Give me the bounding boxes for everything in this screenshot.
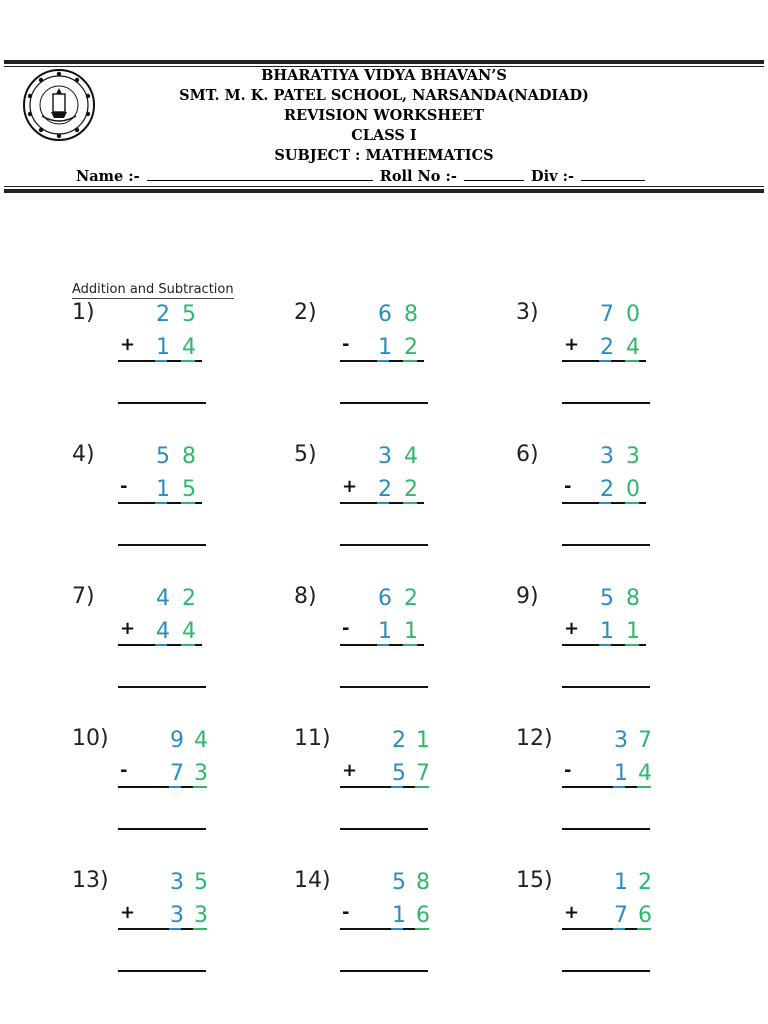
bottom-tens-digit: 5 — [392, 761, 406, 786]
top-tens-digit: 3 — [600, 444, 614, 469]
operator-sign: + — [342, 760, 358, 781]
ones-underline — [403, 644, 417, 646]
bottom-tens-digit: 1 — [156, 477, 170, 502]
section-title: Addition and Subtraction — [72, 282, 234, 297]
bottom-tens-digit: 1 — [156, 335, 170, 360]
div-label: Div :- — [531, 168, 574, 185]
sum-line — [340, 928, 424, 930]
operator-sign: - — [120, 476, 128, 497]
bottom-tens-digit: 1 — [600, 619, 614, 644]
ones-underline — [637, 928, 651, 930]
sum-line — [562, 928, 646, 930]
answer-line[interactable] — [340, 686, 428, 688]
ones-underline — [415, 928, 429, 930]
ones-underline — [403, 360, 417, 362]
problem-8 — [294, 584, 494, 704]
top-tens-digit: 9 — [170, 728, 184, 753]
answer-line[interactable] — [118, 828, 206, 830]
problem-13 — [72, 868, 272, 988]
operator-sign: - — [342, 618, 350, 639]
tens-underline — [169, 928, 181, 930]
problem-number: 14) — [294, 868, 331, 893]
tens-underline — [155, 502, 167, 504]
bottom-ones-digit: 1 — [626, 619, 640, 644]
bottom-ones-digit: 0 — [626, 477, 640, 502]
bottom-tens-digit: 1 — [378, 335, 392, 360]
problem-number: 11) — [294, 726, 331, 751]
tens-underline — [599, 644, 611, 646]
tens-underline — [391, 786, 403, 788]
top-tens-digit: 2 — [392, 728, 406, 753]
bottom-tens-digit: 4 — [156, 619, 170, 644]
problem-6 — [516, 442, 716, 562]
answer-line[interactable] — [118, 402, 206, 404]
bottom-tens-digit: 2 — [378, 477, 392, 502]
top-tens-digit: 1 — [614, 870, 628, 895]
problem-number: 2) — [294, 300, 317, 325]
header-line-5: SUBJECT : MATHEMATICS — [274, 147, 494, 164]
top-tens-digit: 2 — [156, 302, 170, 327]
name-label: Name :- — [76, 168, 140, 185]
top-ones-digit: 3 — [626, 444, 640, 469]
problem-number: 10) — [72, 726, 109, 751]
ones-underline — [181, 360, 195, 362]
top-ones-digit: 2 — [404, 586, 418, 611]
problem-number: 7) — [72, 584, 95, 609]
answer-line[interactable] — [118, 686, 206, 688]
top-ones-digit: 2 — [182, 586, 196, 611]
answer-line[interactable] — [340, 402, 428, 404]
operator-sign: + — [120, 334, 136, 355]
operator-sign: + — [564, 902, 580, 923]
tens-underline — [377, 360, 389, 362]
tens-underline — [169, 786, 181, 788]
answer-line[interactable] — [340, 970, 428, 972]
problem-number: 3) — [516, 300, 539, 325]
tens-underline — [391, 928, 403, 930]
problem-number: 8) — [294, 584, 317, 609]
bottom-ones-digit: 5 — [182, 477, 196, 502]
top-ones-digit: 1 — [416, 728, 430, 753]
operator-sign: + — [564, 334, 580, 355]
problem-number: 6) — [516, 442, 539, 467]
problem-number: 12) — [516, 726, 553, 751]
ones-underline — [637, 786, 651, 788]
sum-line — [562, 786, 646, 788]
bottom-ones-digit: 3 — [194, 903, 208, 928]
roll-label: Roll No :- — [379, 168, 457, 185]
problem-number: 5) — [294, 442, 317, 467]
tens-underline — [599, 502, 611, 504]
answer-line[interactable] — [562, 544, 650, 546]
operator-sign: - — [342, 334, 350, 355]
answer-line[interactable] — [340, 828, 428, 830]
answer-line[interactable] — [118, 544, 206, 546]
answer-line[interactable] — [562, 828, 650, 830]
bottom-tens-digit: 1 — [614, 761, 628, 786]
bottom-tens-digit: 7 — [614, 903, 628, 928]
tens-underline — [155, 360, 167, 362]
answer-line[interactable] — [562, 686, 650, 688]
problem-number: 4) — [72, 442, 95, 467]
problem-12 — [516, 726, 716, 846]
answer-line[interactable] — [340, 544, 428, 546]
header-rule-bottom-thin — [4, 186, 764, 187]
top-tens-digit: 6 — [378, 302, 392, 327]
operator-sign: + — [120, 618, 136, 639]
bottom-tens-digit: 1 — [392, 903, 406, 928]
top-ones-digit: 8 — [416, 870, 430, 895]
ones-underline — [625, 644, 639, 646]
bottom-ones-digit: 1 — [404, 619, 418, 644]
sum-line — [340, 786, 424, 788]
tens-underline — [613, 928, 625, 930]
answer-line[interactable] — [562, 970, 650, 972]
bottom-tens-digit: 3 — [170, 903, 184, 928]
problem-number: 13) — [72, 868, 109, 893]
header-rule-bottom — [4, 189, 764, 193]
bottom-ones-digit: 7 — [416, 761, 430, 786]
top-tens-digit: 3 — [614, 728, 628, 753]
answer-line[interactable] — [562, 402, 650, 404]
ones-underline — [625, 502, 639, 504]
problem-14 — [294, 868, 494, 988]
top-ones-digit: 8 — [404, 302, 418, 327]
sum-line — [118, 786, 202, 788]
header-line-3: REVISION WORKSHEET — [284, 107, 484, 124]
bottom-ones-digit: 6 — [416, 903, 430, 928]
operator-sign: + — [120, 902, 136, 923]
problem-1 — [72, 300, 272, 420]
top-ones-digit: 5 — [194, 870, 208, 895]
problem-number: 15) — [516, 868, 553, 893]
bottom-ones-digit: 6 — [638, 903, 652, 928]
operator-sign: - — [342, 902, 350, 923]
tens-underline — [155, 644, 167, 646]
problem-2 — [294, 300, 494, 420]
top-tens-digit: 4 — [156, 586, 170, 611]
bottom-tens-digit: 2 — [600, 335, 614, 360]
top-ones-digit: 0 — [626, 302, 640, 327]
header-rule-top — [4, 60, 764, 64]
ones-underline — [193, 928, 207, 930]
ones-underline — [403, 502, 417, 504]
tens-underline — [377, 644, 389, 646]
top-tens-digit: 6 — [378, 586, 392, 611]
bottom-ones-digit: 2 — [404, 335, 418, 360]
problem-5 — [294, 442, 494, 562]
top-tens-digit: 3 — [378, 444, 392, 469]
bottom-tens-digit: 2 — [600, 477, 614, 502]
school-header — [0, 66, 768, 166]
div-field[interactable] — [581, 166, 645, 181]
top-ones-digit: 2 — [638, 870, 652, 895]
top-tens-digit: 5 — [600, 586, 614, 611]
problem-number: 9) — [516, 584, 539, 609]
ones-underline — [625, 360, 639, 362]
problem-9 — [516, 584, 716, 704]
problem-10 — [72, 726, 272, 846]
problem-number: 1) — [72, 300, 95, 325]
ones-underline — [193, 786, 207, 788]
tens-underline — [599, 360, 611, 362]
bottom-ones-digit: 3 — [194, 761, 208, 786]
header-line-4: CLASS I — [351, 127, 417, 144]
problem-7 — [72, 584, 272, 704]
bottom-tens-digit: 1 — [378, 619, 392, 644]
tens-underline — [613, 786, 625, 788]
top-tens-digit: 7 — [600, 302, 614, 327]
ones-underline — [181, 502, 195, 504]
top-tens-digit: 3 — [170, 870, 184, 895]
bottom-ones-digit: 4 — [182, 335, 196, 360]
name-field[interactable] — [147, 166, 373, 181]
operator-sign: + — [564, 618, 580, 639]
bottom-ones-digit: 4 — [626, 335, 640, 360]
operator-sign: + — [342, 476, 358, 497]
top-ones-digit: 4 — [194, 728, 208, 753]
top-ones-digit: 4 — [404, 444, 418, 469]
problem-3 — [516, 300, 716, 420]
tens-underline — [377, 502, 389, 504]
ones-underline — [181, 644, 195, 646]
top-ones-digit: 8 — [626, 586, 640, 611]
operator-sign: - — [120, 760, 128, 781]
student-info-line — [76, 166, 647, 185]
problem-4 — [72, 442, 272, 562]
bottom-ones-digit: 2 — [404, 477, 418, 502]
top-tens-digit: 5 — [156, 444, 170, 469]
top-ones-digit: 7 — [638, 728, 652, 753]
top-ones-digit: 8 — [182, 444, 196, 469]
problem-11 — [294, 726, 494, 846]
bottom-tens-digit: 7 — [170, 761, 184, 786]
top-ones-digit: 5 — [182, 302, 196, 327]
header-line-1: BHARATIYA VIDYA BHAVAN’S — [261, 67, 507, 84]
bottom-ones-digit: 4 — [638, 761, 652, 786]
roll-field[interactable] — [464, 166, 524, 181]
top-tens-digit: 5 — [392, 870, 406, 895]
operator-sign: - — [564, 476, 572, 497]
sum-line — [118, 928, 202, 930]
answer-line[interactable] — [118, 970, 206, 972]
header-line-2: SMT. M. K. PATEL SCHOOL, NARSANDA(NADIAD) — [179, 87, 589, 104]
ones-underline — [415, 786, 429, 788]
problem-15 — [516, 868, 716, 988]
operator-sign: - — [564, 760, 572, 781]
bottom-ones-digit: 4 — [182, 619, 196, 644]
